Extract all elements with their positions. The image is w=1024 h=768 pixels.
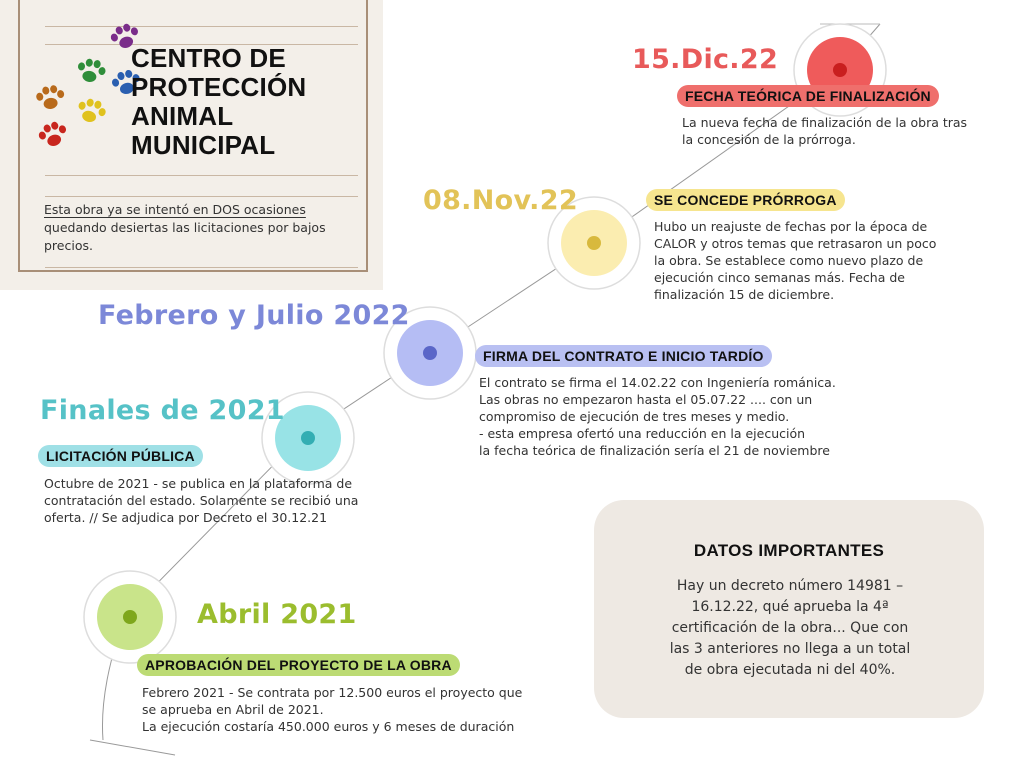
milestone-description <box>682 114 967 148</box>
milestone-date: Abril 2021 <box>197 599 357 630</box>
milestone-label: FECHA TEÓRICA DE FINALIZACIÓN <box>677 85 939 107</box>
card-title-line: PROTECCIÓN <box>131 72 307 102</box>
info-text-line: las 3 anteriores no llega a un total <box>669 641 911 657</box>
description-line: CALOR y otros temas que retrasaron un poco <box>654 236 937 251</box>
description-line: la obra. Se establece como nuevo plazo de <box>654 253 924 268</box>
description-line: La ejecución costaría 450.000 euros y 6 meses de duración <box>142 719 515 734</box>
milestone-label: APROBACIÓN DEL PROYECTO DE LA OBRA <box>137 654 460 676</box>
milestone-label: FIRMA DEL CONTRATO E INICIO TARDÍO <box>475 345 772 367</box>
milestone-description <box>142 684 522 735</box>
info-text-line: Hay un decreto número 14981 – <box>676 578 904 594</box>
milestone-label: LICITACIÓN PÚBLICA <box>38 445 203 467</box>
description-line: la fecha teórica de finalización sería el 21 de noviembre <box>479 443 830 458</box>
card-note-line: precios. <box>44 238 93 253</box>
info-title: DATOS IMPORTANTES <box>693 541 885 560</box>
info-text <box>625 576 955 681</box>
milestone-description <box>44 475 358 526</box>
description-line: Las obras no empezaron hasta el 05.07.22 .... con un <box>479 392 813 407</box>
card-note-line: Esta obra ya se intentó en DOS ocasiones <box>44 202 306 217</box>
info-text-line: de obra ejecutada ni del 40%. <box>684 662 896 678</box>
card-note-line: quedando desiertas las licitaciones por bajos <box>44 220 326 235</box>
description-line: ejecución cinco semanas más. Fecha de <box>654 270 905 285</box>
description-line: El contrato se firma el 14.02.22 con Ingeniería románica. <box>479 375 836 390</box>
card-title-line: CENTRO DE <box>131 43 286 73</box>
description-line: Octubre de 2021 - se publica en la plataforma de <box>44 476 353 491</box>
description-line: - esta empresa ofertó una reducción en la ejecución <box>479 426 806 441</box>
description-line: compromiso de ejecución de tres meses y medio. <box>479 409 790 424</box>
description-line: oferta. // Se adjudica por Decreto el 30.12.21 <box>44 510 328 525</box>
milestone-description <box>654 218 936 303</box>
description-line: Febrero 2021 - Se contrata por 12.500 euros el proyecto que <box>142 685 523 700</box>
card-title-line: ANIMAL <box>131 101 234 131</box>
milestone-label: SE CONCEDE PRÓRROGA <box>646 189 845 211</box>
milestone-date: Febrero y Julio 2022 <box>98 300 410 331</box>
description-line: la concesión de la prórroga. <box>682 132 856 147</box>
info-text-line: 16.12.22, qué aprueba la 4ª <box>691 599 889 615</box>
description-line: finalización 15 de diciembre. <box>654 287 835 302</box>
milestone-node <box>84 571 176 663</box>
description-line: La nueva fecha de finalización de la obra tras <box>682 115 968 130</box>
milestone-date: Finales de 2021 <box>40 395 285 426</box>
description-line: se aprueba en Abril de 2021. <box>142 702 324 717</box>
milestone-date: 15.Dic.22 <box>632 44 779 75</box>
milestone-description <box>479 374 836 459</box>
description-line: Hubo un reajuste de fechas por la época de <box>654 219 928 234</box>
card-title-line: MUNICIPAL <box>131 130 276 160</box>
description-line: contratación del estado. Solamente se recibió una <box>44 493 359 508</box>
info-text-line: certificación de la obra... Que con <box>671 620 909 636</box>
milestone-date: 08.Nov.22 <box>423 185 578 216</box>
